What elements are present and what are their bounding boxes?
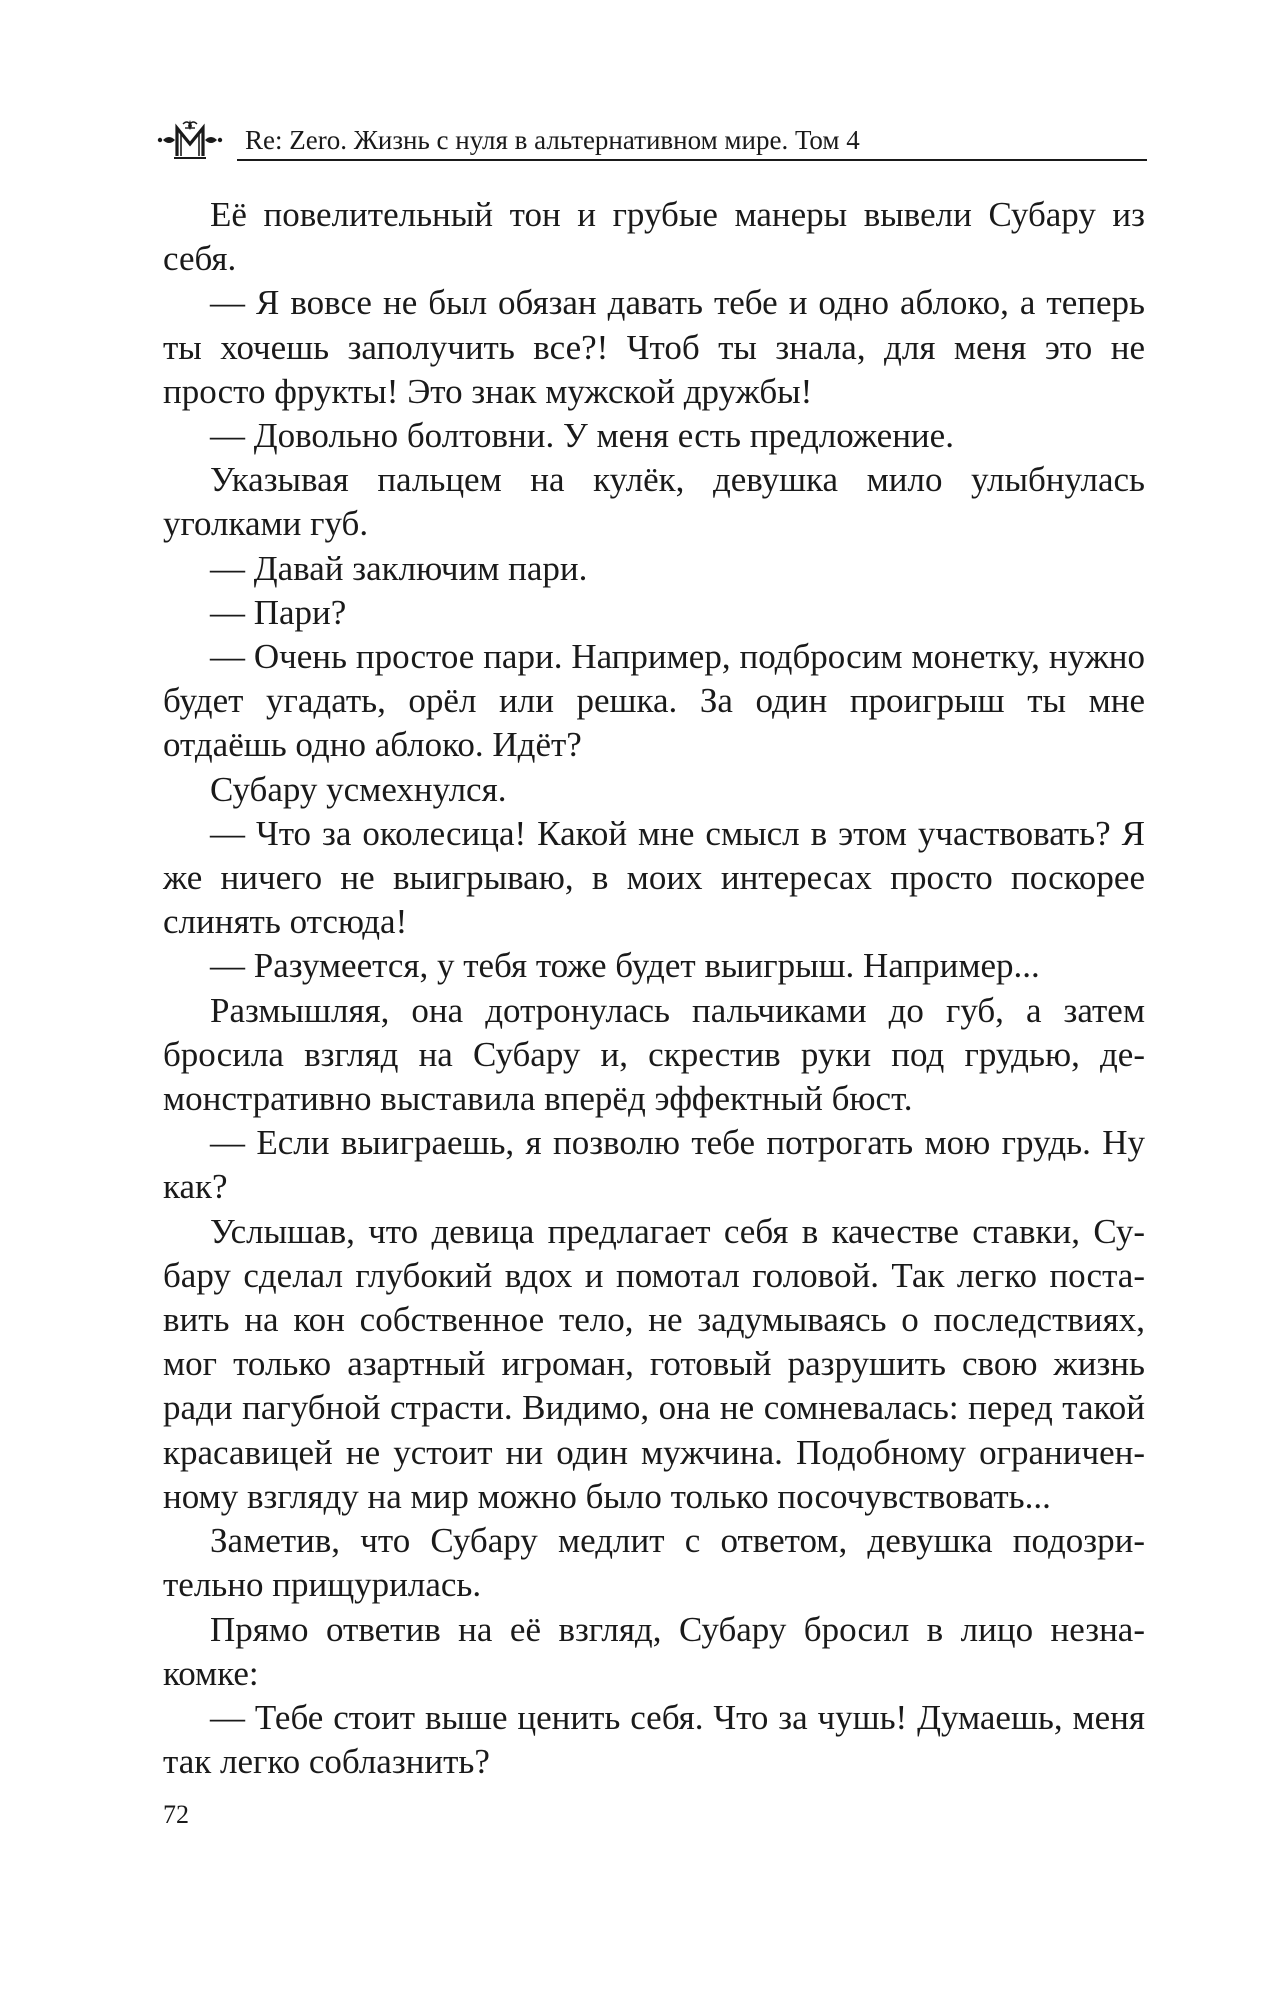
paragraph: — Очень простое пари. Например, подбросим монетку, нужно будет угадать, орёл или решка. За один проигрыш ты мне отдаёшь одно аблоко. Идёт? bbox=[163, 637, 1145, 765]
paragraph: — Я вовсе не был обязан давать тебе и одно аблоко, а теперь ты хочешь заполучить все?! Чтоб ты знала, для меня это не просто фрукты! Это знак мужской дружбы! bbox=[163, 283, 1145, 411]
paragraph: — Давай заключим пари. bbox=[210, 548, 588, 588]
paragraph: — Разумеется, у тебя тоже будет выигрыш. Например... bbox=[210, 946, 1040, 986]
ornamental-monogram-icon bbox=[157, 118, 223, 162]
paragraph: Её повелительный тон и грубые манеры вывели Субару из себя. bbox=[163, 195, 1145, 279]
paragraph: Размышляя, она дотронулась пальчиками до губ, а затем бросила взгляд на Субару и, скрестив руки под грудью, демонстративно выставила вперёд эффектный бюст. bbox=[163, 990, 1145, 1119]
page-number: 72 bbox=[163, 1800, 189, 1829]
paragraph: Услышав, что девица предлагает себя в качестве ставки, Субару сделал глубокий вдох и помотал головой. Так легко поставить на кон собственное тело, не задумываясь о последствиях, мог только азартный игроман, готовый разрушить свою жизнь ради пагубной страсти. Видимо, она не сомневалась: перед такой красавицей не устоит ни один мужчина. Подобному ограниченному взгляду на мир можно было только посочувствовать... bbox=[163, 1211, 1145, 1516]
running-head-title: Re: Zero. Жизнь с нуля в альтернативном мире. Том 4 bbox=[245, 125, 860, 155]
running-head bbox=[157, 118, 1147, 162]
paragraph: Прямо ответив на её взгляд, Субару бросил в лицо незнакомке: bbox=[163, 1609, 1145, 1693]
body-text bbox=[163, 193, 1145, 1784]
running-head-rule bbox=[237, 159, 1147, 161]
paragraph: — Пари? bbox=[210, 592, 347, 632]
paragraph: — Что за околесица! Какой мне смысл в этом участвовать? Я же ничего не выигрываю, в моих интересах просто поскорее слинять отсюда! bbox=[163, 813, 1145, 942]
paragraph: Указывая пальцем на кулёк, девушка мило улыбнулась уголками губ. bbox=[163, 460, 1145, 544]
paragraph: Заметив, что Субару медлит с ответом, девушка подозрительно прищурилась. bbox=[163, 1521, 1145, 1605]
paragraph: — Довольно болтовни. У меня есть предложение. bbox=[210, 416, 954, 456]
paragraph: Субару усмехнулся. bbox=[210, 769, 507, 809]
paragraph: — Если выиграешь, я позволю тебе потрогать мою грудь. Ну как? bbox=[163, 1123, 1145, 1207]
paragraph: — Тебе стоит выше ценить себя. Что за чушь! Думаешь, меня так легко соблазнить? bbox=[163, 1697, 1145, 1782]
